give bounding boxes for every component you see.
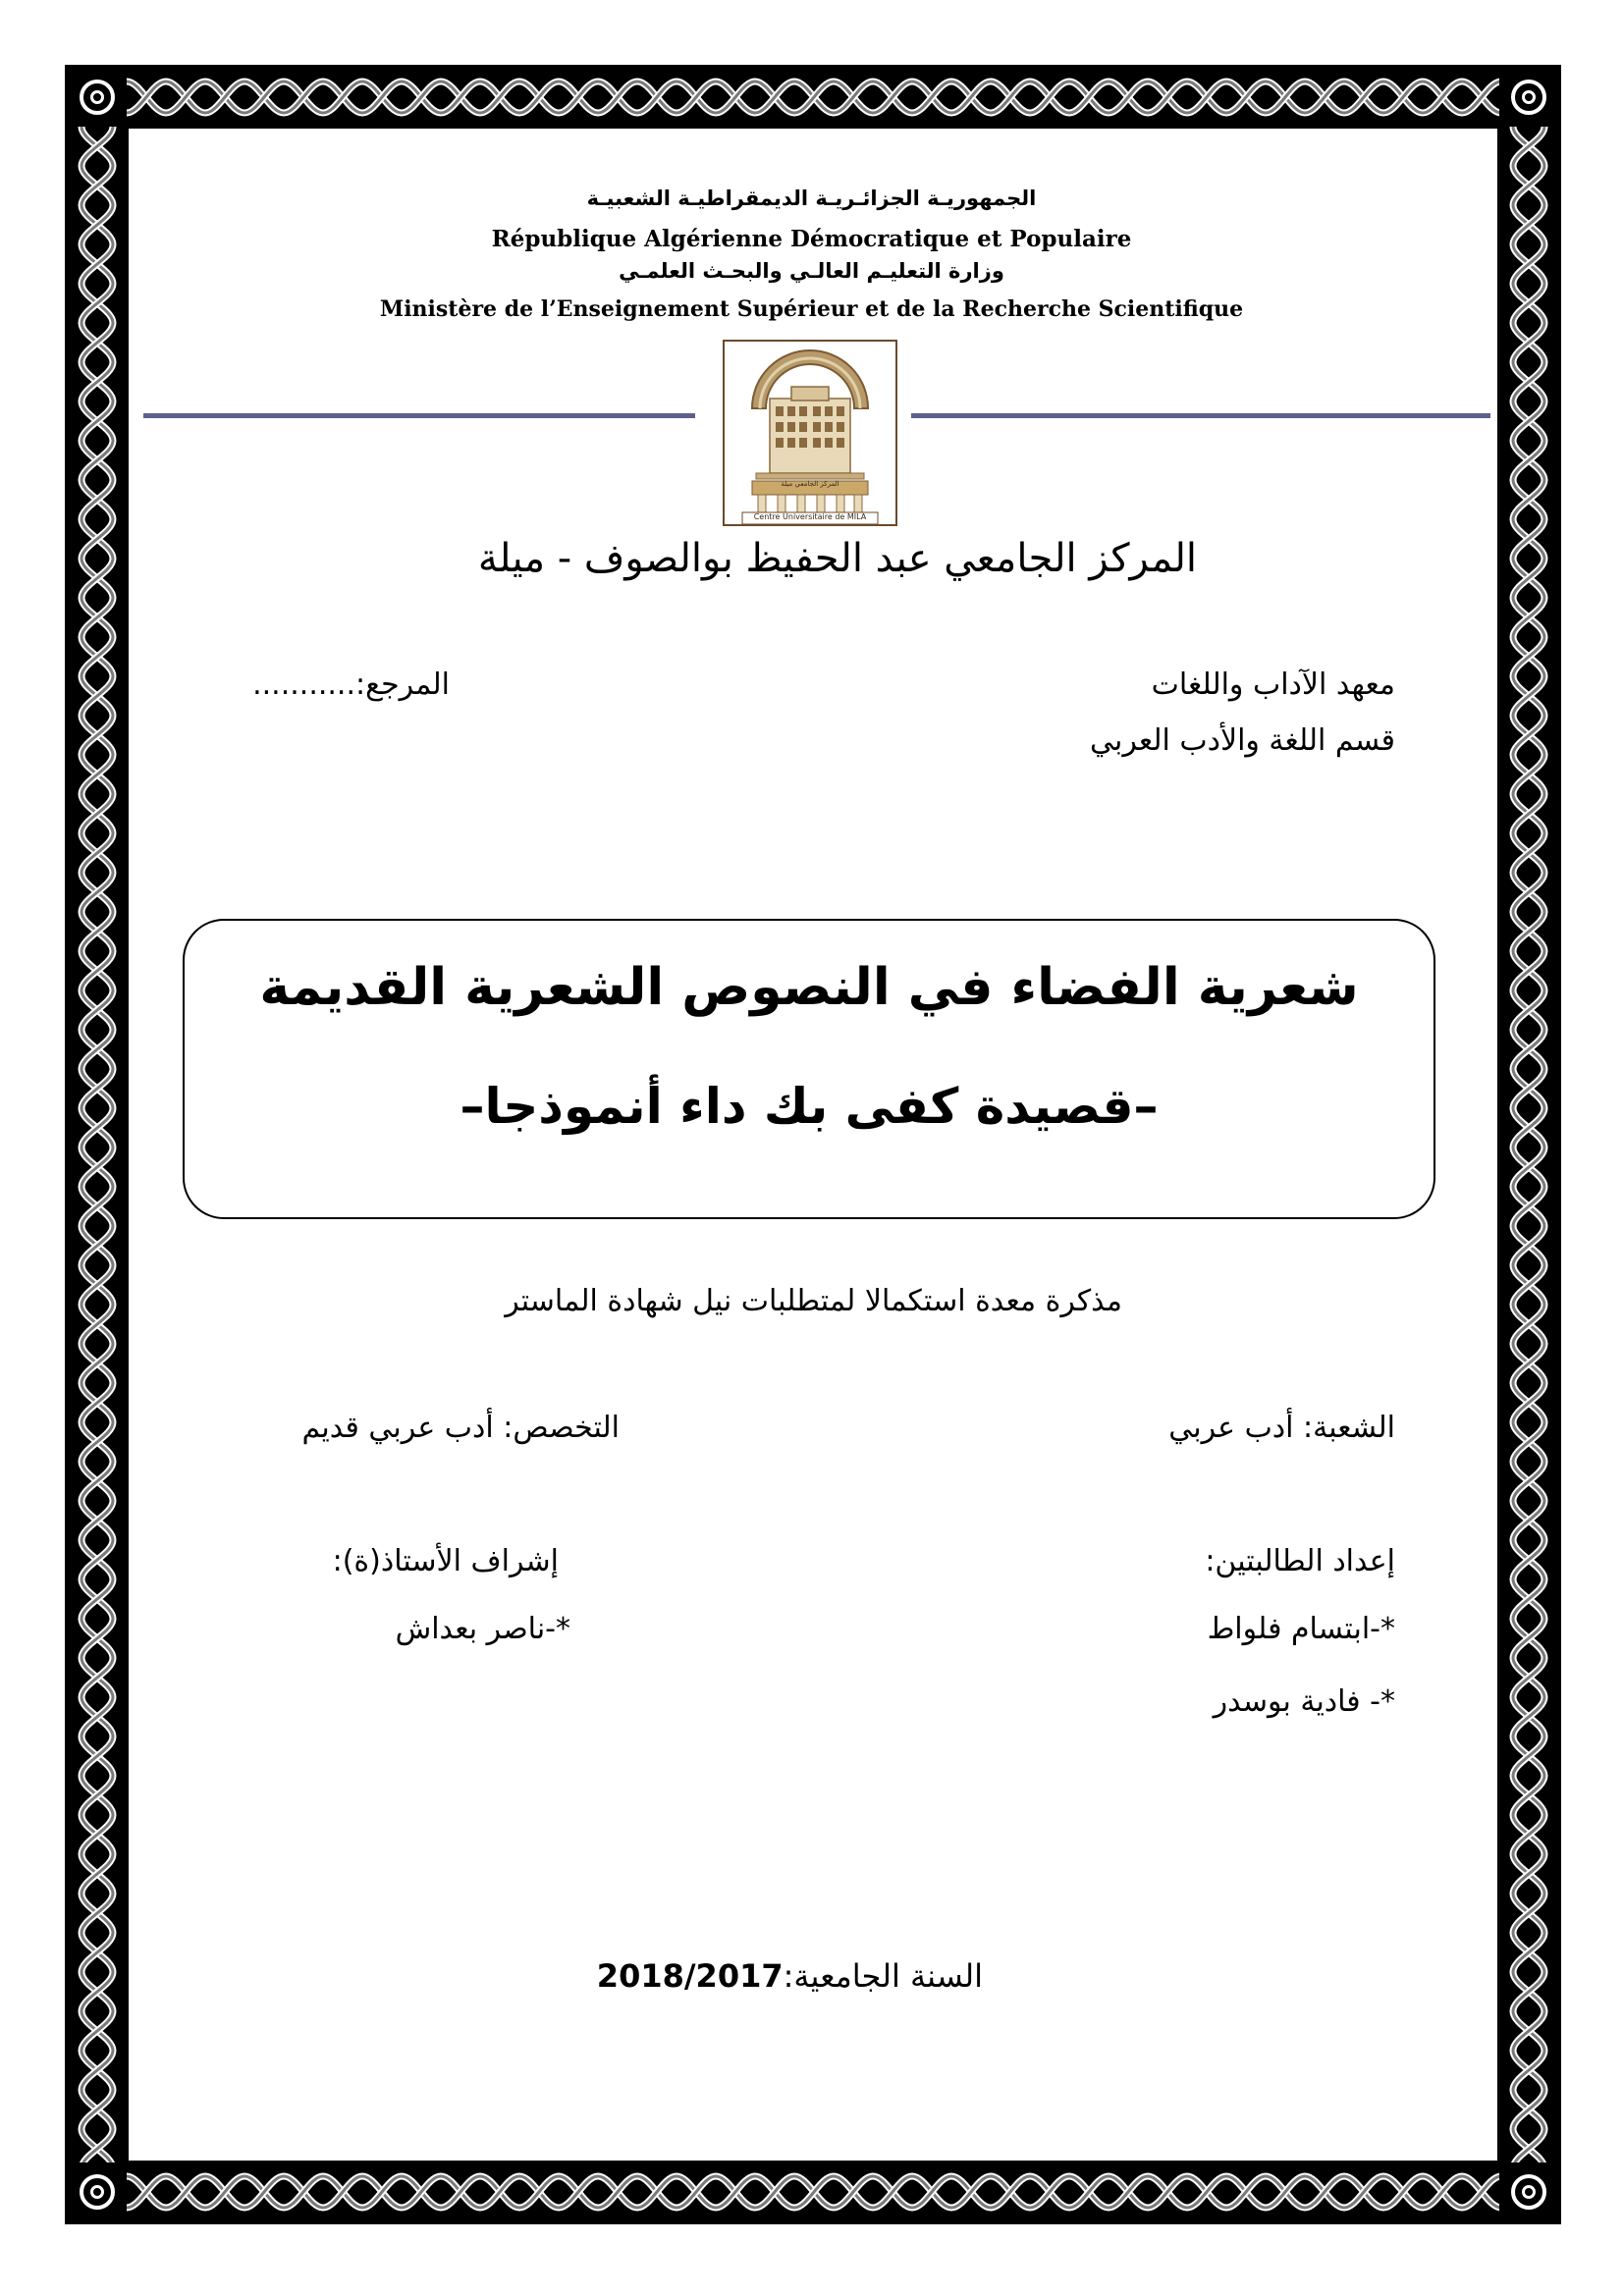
ministry-french: Ministère de l’Enseignement Supérieur et de la Recherche Scientifique [379, 296, 1244, 322]
branch-field: الشعبة: أدب عربي [1168, 1411, 1395, 1445]
academic-year [597, 1957, 983, 1995]
republic-french: République Algérienne Démocratique et Populaire [491, 226, 1132, 252]
divider-left [143, 413, 695, 418]
university-logo [723, 340, 897, 526]
corner-ornament [68, 68, 127, 127]
corner-ornament [1499, 2163, 1558, 2221]
thesis-title: شعرية الفضاء في النصوص الشعرية القديمة [259, 958, 1359, 1017]
border-band-top [68, 68, 1558, 127]
student-name: *- فادية بوسدر [1213, 1684, 1395, 1719]
academic-year-label: السنة الجامعية: [783, 1957, 983, 1995]
corner-ornament [68, 2163, 127, 2221]
thesis-subtitle: –قصيدة كفى بك داء أنموذجا– [460, 1078, 1159, 1135]
border-band-bottom [68, 2163, 1558, 2221]
ministry-arabic: وزارة التعليـم العالـي والبحـث العلمـي [619, 259, 1004, 283]
supervisor-name: *-ناصر بعداش [395, 1612, 570, 1646]
thesis-note: مذكرة معدة استكمالا لمتطلبات نيل شهادة الماستر [505, 1284, 1122, 1318]
institute-name: معهد الآداب واللغات [1151, 667, 1395, 702]
university-name: المركز الجامعي عبد الحفيظ بوالصوف - ميلة [477, 536, 1197, 581]
specialty-field: التخصص: أدب عربي قديم [301, 1411, 620, 1445]
logo-caption: Centre Universitaire de MILA [753, 512, 867, 521]
divider-right [911, 413, 1490, 418]
student-name: *-ابتسام فلواط [1207, 1612, 1395, 1646]
students-label: إعداد الطالبتين: [1205, 1544, 1395, 1578]
department-name: قسم اللغة والأدب العربي [1089, 723, 1395, 758]
reference-field: المرجع:........... [252, 667, 450, 702]
republic-arabic: الجمهوريـة الجزائـريـة الديمقراطيـة الشعبيـة [586, 187, 1037, 210]
supervisor-label: إشراف الأستاذ(ة): [332, 1544, 559, 1578]
corner-ornament [1499, 68, 1558, 127]
border-band-right [1499, 68, 1558, 2221]
logo-banner-text: المركز الجامعي ميلة [781, 480, 839, 488]
academic-year-value: 2018/2017 [596, 1957, 784, 1995]
border-band-left [68, 68, 127, 2221]
